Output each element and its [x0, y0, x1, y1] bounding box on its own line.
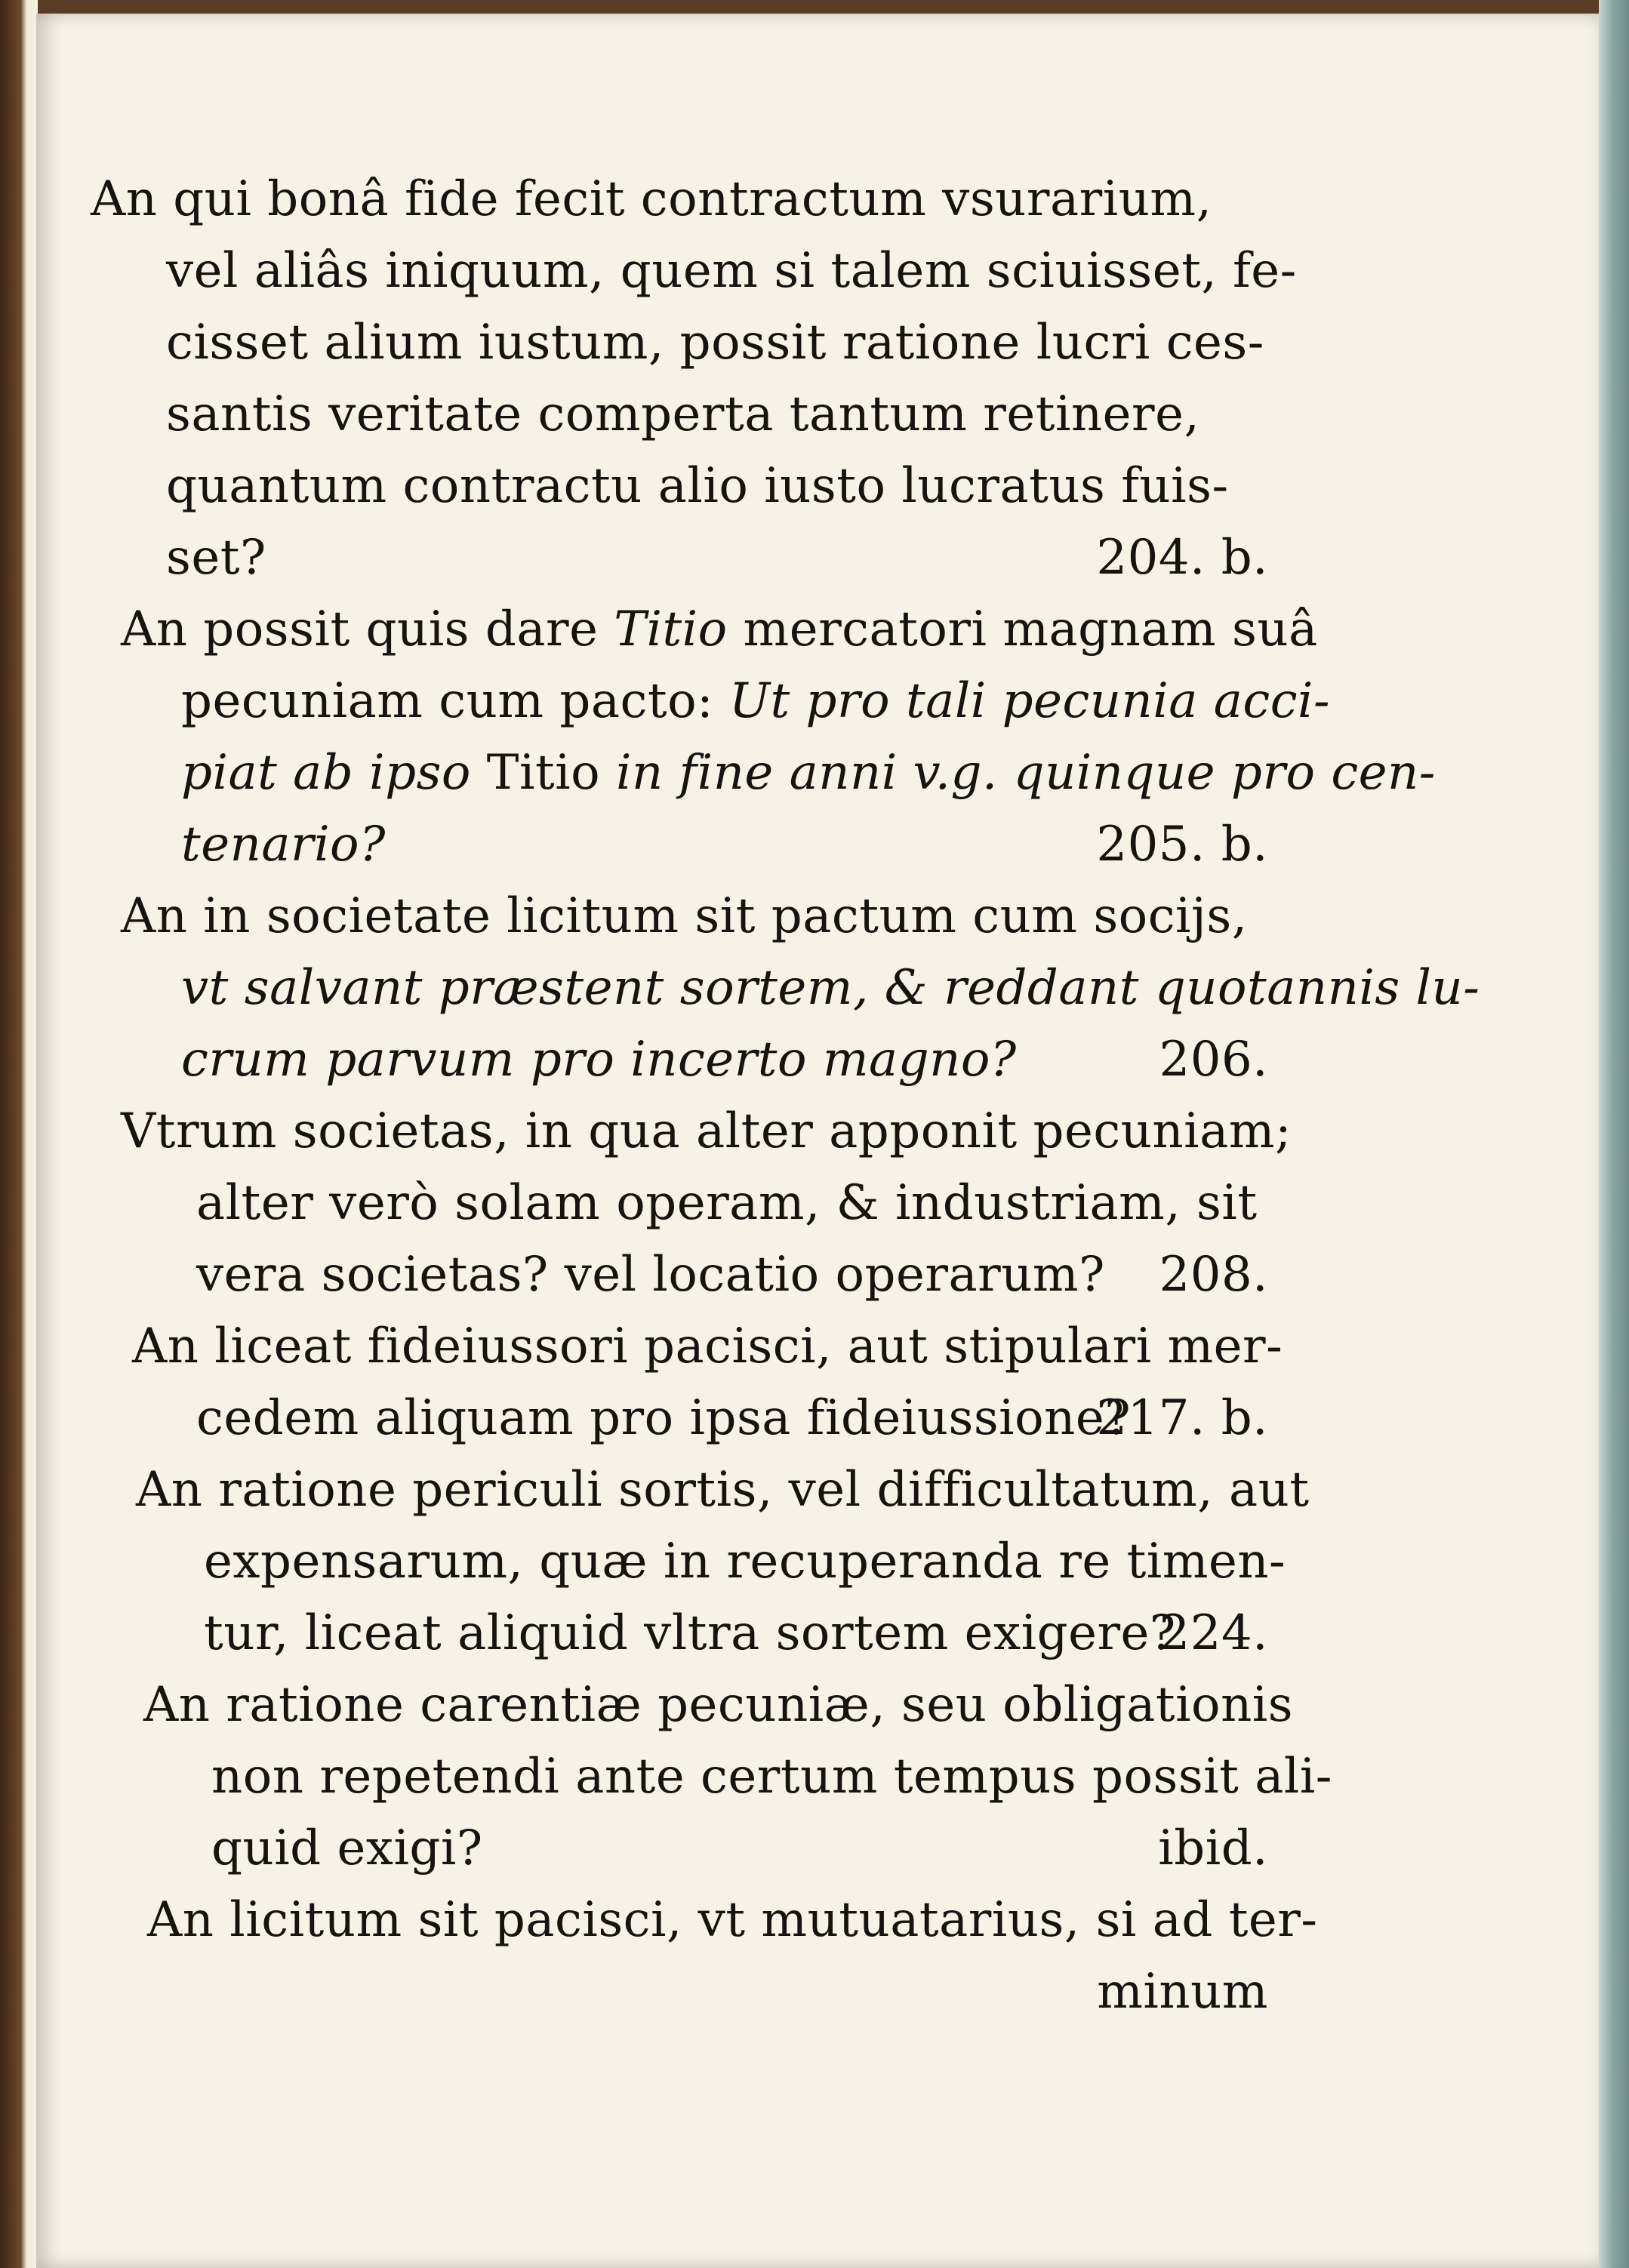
page-reference: 208.: [1159, 1247, 1268, 1303]
entry-line: cisset alium iustum, possit ratione lucri ces-: [166, 315, 1264, 371]
entry-line: An licitum sit pacisci, vt mutuatarius, si ad ter-: [147, 1892, 1318, 1948]
entry-line: quantum contractu alio iusto lucratus fuis-: [166, 458, 1229, 514]
page-fore-edge: [1599, 0, 1629, 2268]
entry-line: An qui bonâ fide fecit contractum vsurarium,: [91, 171, 1212, 227]
page-reference: ibid.: [1158, 1820, 1268, 1876]
entry-line: crum parvum pro incerto magno? 206.: [91, 1028, 1268, 1091]
entry-line: set? 204. b.: [91, 526, 1268, 589]
catchword: minum: [1097, 1964, 1268, 2020]
entry-line: alter verò solam operam, & industriam, sit: [196, 1175, 1258, 1231]
entry-line: vt salvant præstent sortem, & reddant quotannis lu-: [181, 960, 1480, 1016]
page-reference: 217. b.: [1096, 1390, 1268, 1446]
adjacent-page-edge: [0, 0, 38, 2268]
entry-line: expensarum, quæ in recuperanda re timen-: [204, 1534, 1286, 1589]
entry-line: vel aliâs iniquum, quem si talem sciuisset, fe-: [166, 243, 1297, 299]
entry-line: vera societas? vel locatio operarum? 208.: [91, 1243, 1268, 1306]
page-reference: 224.: [1159, 1605, 1268, 1661]
entry-line: quid exigi? ibid.: [91, 1817, 1268, 1880]
page-reference: 206.: [1159, 1032, 1268, 1088]
entry-line: santis veritate comperta tantum retinere,: [166, 386, 1200, 442]
page-reference: 204. b.: [1096, 530, 1268, 586]
entry-line: pecuniam cum pacto: Ut pro tali pecunia acci-: [181, 673, 1331, 729]
entry-line: tur, liceat aliquid vltra sortem exigere? 224.: [91, 1602, 1268, 1665]
entry-line: An ratione carentiæ pecuniæ, seu obligationis: [143, 1677, 1294, 1733]
entry-line: piat ab ipso Titio in fine anni v.g. quinque pro cen-: [181, 745, 1436, 801]
entry-line: non repetendi ante certum tempus possit ali-: [211, 1749, 1332, 1805]
entry-line: tenario? 205. b.: [91, 813, 1268, 876]
entry-line: An in societate licitum sit pactum cum socijs,: [121, 888, 1248, 944]
catchword-line: [91, 1960, 1268, 2023]
entry-line: Vtrum societas, in qua alter apponit pecuniam;: [121, 1103, 1292, 1159]
entry-line: An ratione periculi sortis, vel difficultatum, aut: [136, 1462, 1310, 1518]
entry-line: cedem aliquam pro ipsa fideiussione? 217. b.: [91, 1386, 1268, 1450]
entry-line: An liceat fideiussori pacisci, aut stipulari mer-: [132, 1319, 1283, 1374]
entry-line: An possit quis dare Titio mercatori magnam suâ: [121, 602, 1318, 657]
page-reference: 205. b.: [1096, 817, 1268, 872]
